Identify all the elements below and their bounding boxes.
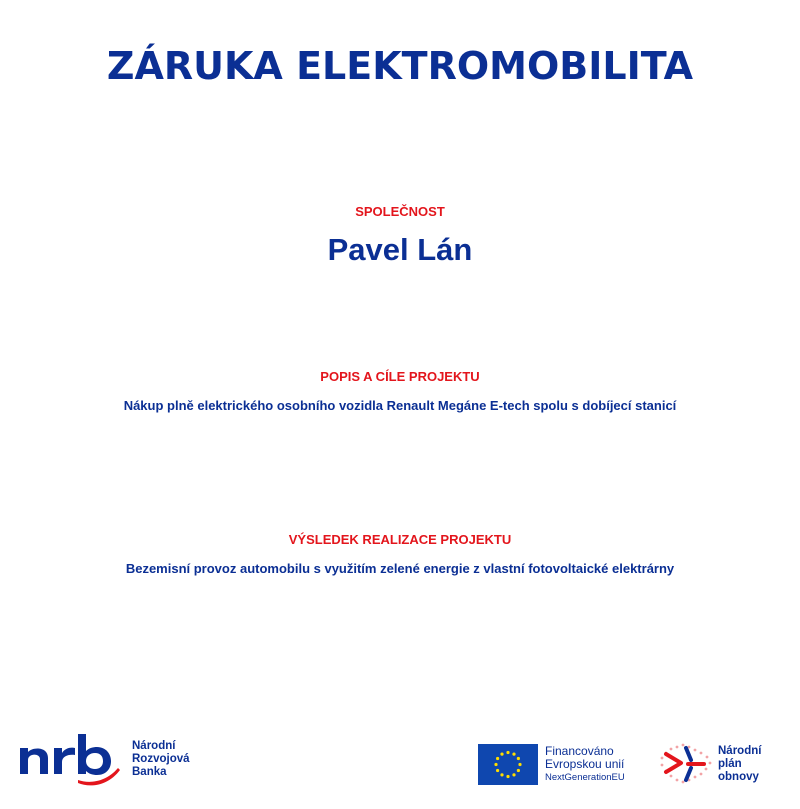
eu-star (500, 753, 503, 756)
npo-line-3: obnovy (718, 771, 759, 783)
npo-logo-text (718, 745, 761, 784)
project-description: Nákup plně elektrického osobního vozidla Renault Megáne E-tech spolu s dobíjecí stanicí (123, 398, 677, 413)
eu-star (512, 753, 515, 756)
eu-star (496, 769, 499, 772)
eu-star (494, 763, 497, 766)
result-description: Bezemisní provoz automobilu s využitím zelené energie z vlastní fotovoltaické elektrárny (125, 561, 675, 576)
nrb-line-2: Rozvojová (132, 753, 190, 765)
nrb-line-1: Národní (132, 740, 176, 752)
result-label: VÝSLEDEK REALIZACE PROJEKTU (288, 532, 512, 547)
eu-star (506, 751, 509, 754)
eu-line-2: Evropskou unií (545, 757, 625, 771)
npo-line-2: plán (718, 758, 742, 770)
nrb-logo (18, 728, 218, 798)
eu-line-1: Financováno (545, 744, 614, 758)
nrb-logo-mark (18, 728, 123, 788)
eu-funding-text (545, 745, 625, 784)
nrb-line-3: Banka (132, 766, 167, 778)
eu-star (500, 773, 503, 776)
nrb-logo-text (132, 740, 190, 779)
eu-star (518, 763, 521, 766)
page-title: ZÁRUKA ELEKTROMOBILITA (106, 44, 694, 88)
eu-funding-logo (478, 744, 648, 786)
eu-line-3: NextGenerationEU (545, 772, 625, 783)
eu-star (517, 769, 520, 772)
npo-logo-mark (656, 738, 714, 790)
npo-logo (656, 738, 786, 790)
project-label: POPIS A CÍLE PROJEKTU (320, 369, 480, 384)
npo-line-1: Národní (718, 745, 762, 757)
company-name: Pavel Lán (327, 232, 473, 267)
eu-star (496, 757, 499, 760)
eu-flag-icon (478, 744, 538, 785)
company-label: SPOLEČNOST (355, 204, 445, 219)
eu-star (517, 757, 520, 760)
eu-star (506, 775, 509, 778)
eu-star (512, 773, 515, 776)
